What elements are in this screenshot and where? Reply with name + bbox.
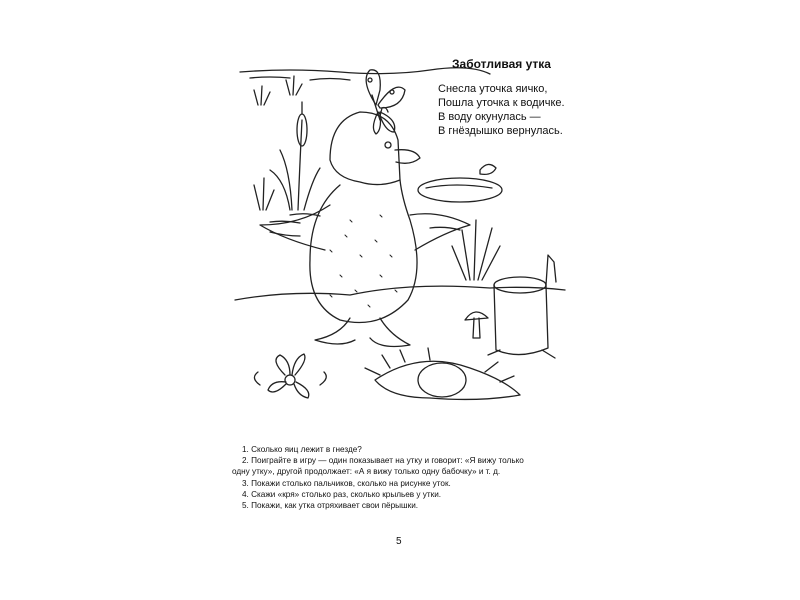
feather-dots (330, 215, 397, 307)
question-item: 4. Скажи «кря» столько раз, сколько крыльев у утки. (242, 489, 442, 499)
question-item: 5. Покажи, как утка отряхивает свои пёрышки. (242, 501, 419, 511)
poem-title: Заботливая утка (452, 57, 551, 71)
poem-line: Пошла уточка к водичке. (438, 97, 565, 109)
poem-line: В гнёздышко вернулась. (438, 125, 563, 137)
grass-tuft (254, 86, 270, 105)
question-item: 2. Поиграйте в игру — один показывает на утку и говорит: «Я вижу только (242, 456, 524, 466)
nest-with-egg (365, 348, 520, 399)
question-item: 3. Покажи столько пальчиков, сколько на рисунке уток. (242, 478, 451, 488)
questions-list (232, 444, 572, 511)
page-number: 5 (396, 536, 402, 547)
poem-text (438, 82, 565, 138)
poem-line: Снесла уточка яичко, (438, 83, 548, 95)
tree-stump (488, 255, 556, 358)
mushroom (465, 312, 488, 338)
question-item: 1. Сколько яиц лежит в гнезде? (242, 445, 362, 454)
flower (254, 354, 326, 398)
cattail-plant (254, 102, 320, 210)
duck (260, 108, 470, 347)
pond (418, 164, 502, 202)
poem-line: В воду окунулась — (438, 111, 541, 123)
butterfly (366, 70, 405, 134)
question-item-continued: одну утку», другой продолжает: «А я вижу только одну бабочку» и т. д. (232, 467, 501, 477)
